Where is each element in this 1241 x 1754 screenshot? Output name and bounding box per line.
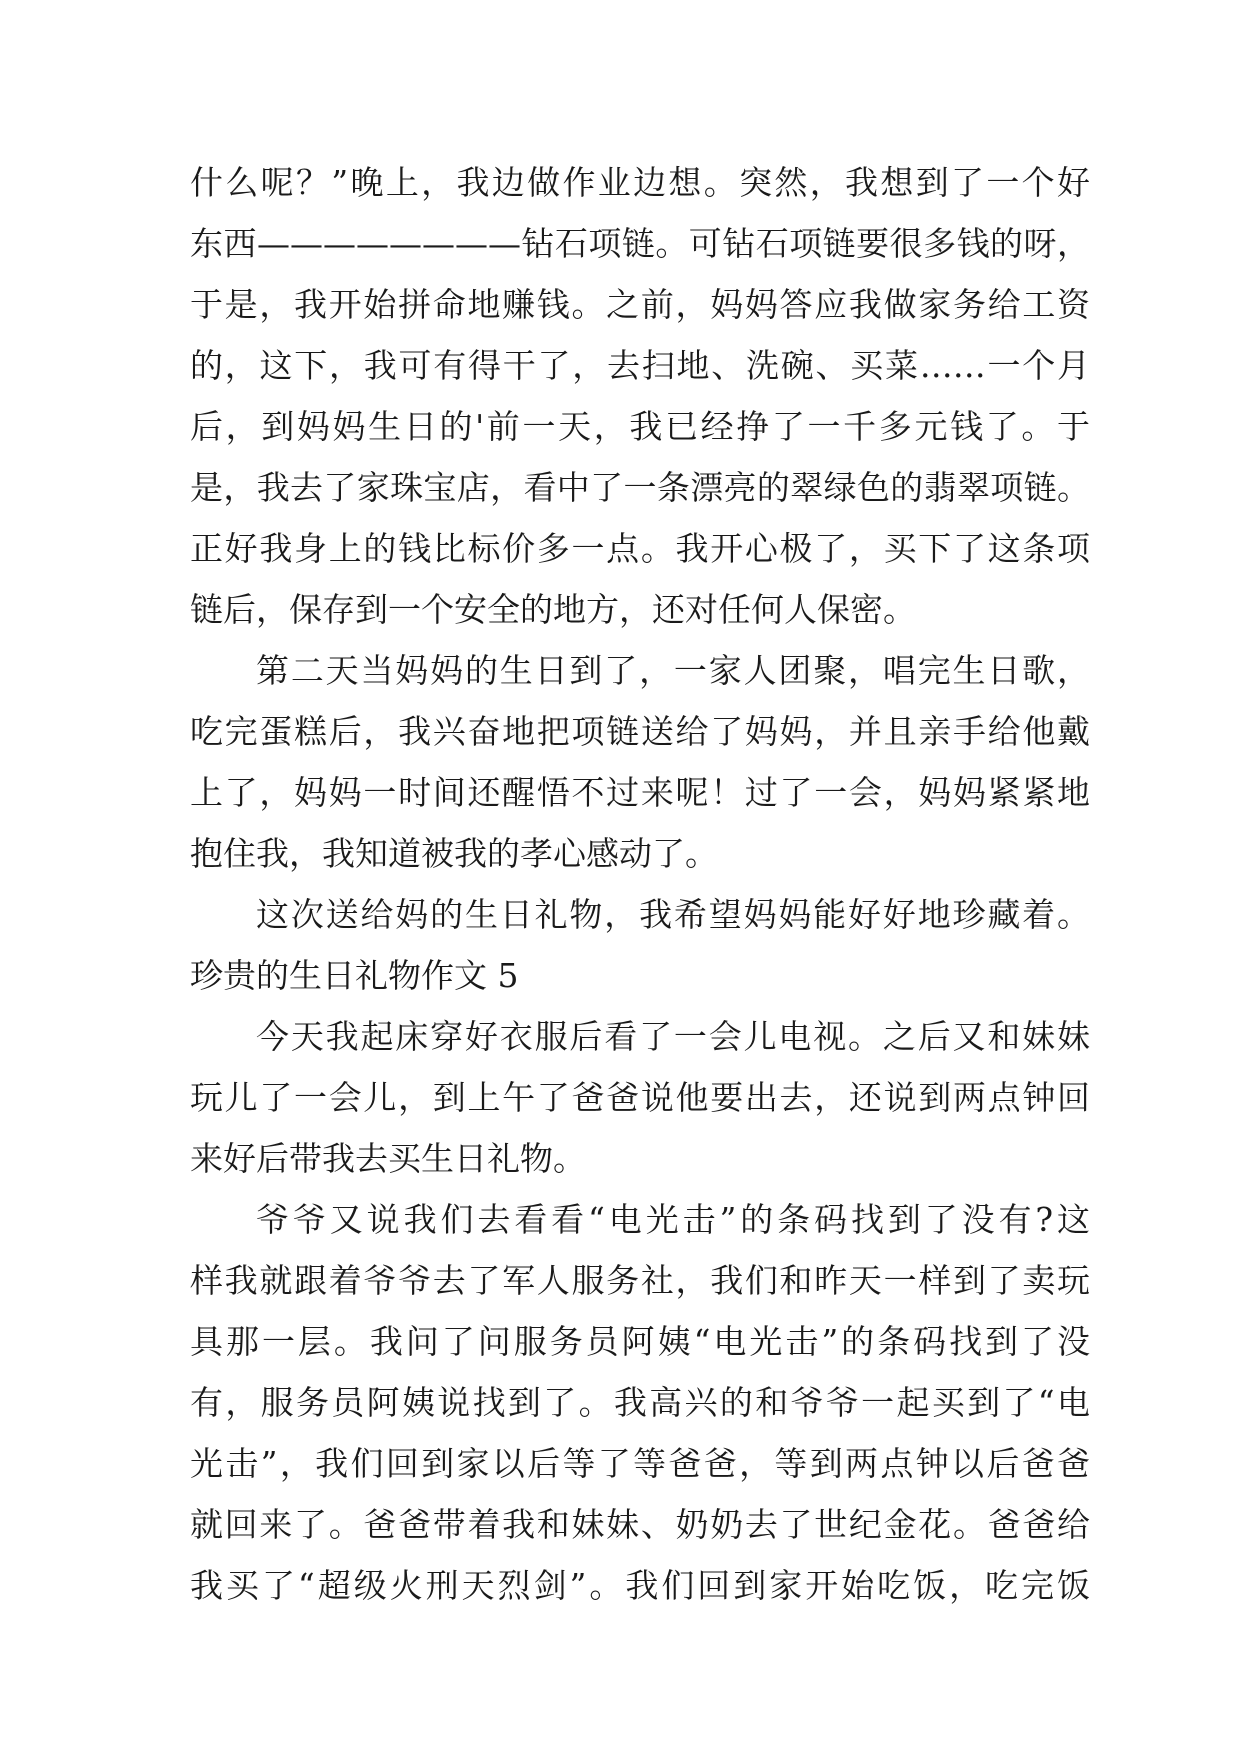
text-line: 来好后带我去买生日礼物。: [190, 1139, 586, 1178]
document-body: [190, 152, 1090, 1616]
text-line: 样我就跟着爷爷去了军人服务社，我们和昨天一样到了卖玩: [190, 1261, 1090, 1300]
paragraph-first-line: 爷爷又说我们去看看“电光击”的条码找到了没有?这: [256, 1200, 1090, 1239]
text-line: 我买了“超级火刑天烈剑”。我们回到家开始吃饭，吃完饭: [190, 1566, 1090, 1605]
text-line: 具那一层。我问了问服务员阿姨“电光击”的条码找到了没: [190, 1322, 1090, 1361]
text-line: 就回来了。爸爸带着我和妹妹、奶奶去了世纪金花。爸爸给: [190, 1505, 1090, 1544]
text-line: 什么呢？”晚上，我边做作业边想。突然，我想到了一个好: [190, 163, 1090, 202]
text-line: 于是，我开始拼命地赚钱。之前，妈妈答应我做家务给工资: [190, 285, 1090, 324]
text-line: 东西————————钻石项链。可钻石项链要很多钱的呀，: [190, 224, 1090, 263]
section-heading: 珍贵的生日礼物作文 5: [190, 956, 519, 995]
text-line: 链后，保存到一个安全的地方，还对任何人保密。: [190, 590, 916, 629]
text-line: 的，这下，我可有得干了，去扫地、洗碗、买菜……一个月: [190, 346, 1090, 385]
paragraph-first-line: 第二天当妈妈的生日到了，一家人团聚，唱完生日歌，: [256, 651, 1090, 690]
text-line: 有，服务员阿姨说找到了。我高兴的和爷爷一起买到了“电: [190, 1383, 1090, 1422]
text-line: 上了，妈妈一时间还醒悟不过来呢！过了一会，妈妈紧紧地: [190, 773, 1090, 812]
text-line: 光击”，我们回到家以后等了等爸爸，等到两点钟以后爸爸: [190, 1444, 1090, 1483]
text-line: 抱住我，我知道被我的孝心感动了。: [190, 834, 718, 873]
text-line: 吃完蛋糕后，我兴奋地把项链送给了妈妈，并且亲手给他戴: [190, 712, 1090, 751]
text-line: 正好我身上的钱比标价多一点。我开心极了，买下了这条项: [190, 529, 1090, 568]
text-line: 后，到妈妈生日的'前一天，我已经挣了一千多元钱了。于: [190, 407, 1090, 446]
text-line: 是，我去了家珠宝店，看中了一条漂亮的翠绿色的翡翠项链。: [190, 468, 1090, 507]
paragraph-first-line: 这次送给妈的生日礼物，我希望妈妈能好好地珍藏着。: [256, 895, 1090, 934]
text-line: 玩儿了一会儿，到上午了爸爸说他要出去，还说到两点钟回: [190, 1078, 1090, 1117]
paragraph-first-line: 今天我起床穿好衣服后看了一会儿电视。之后又和妹妹: [256, 1017, 1090, 1056]
